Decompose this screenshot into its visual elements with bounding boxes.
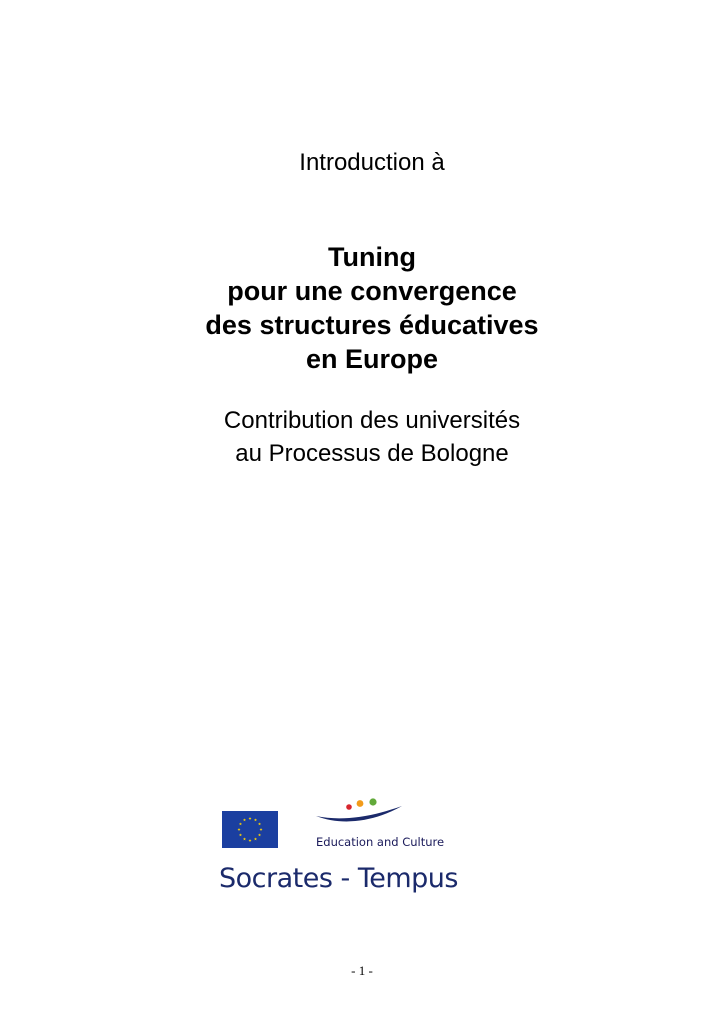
subtitle-line: Contribution des universités xyxy=(223,407,521,434)
programme-name: Socrates - Tempus xyxy=(219,863,458,894)
department-label: Education and Culture xyxy=(316,835,445,849)
document-title xyxy=(0,240,724,376)
subtitle-line: au Processus de Bologne xyxy=(235,440,509,467)
intro-heading: Introduction à xyxy=(299,149,445,176)
title-line: pour une convergence xyxy=(227,276,517,306)
title-line: Tuning xyxy=(328,242,416,272)
title-line: des structures éducatives xyxy=(205,310,539,340)
page-number: - 1 - xyxy=(351,963,373,978)
title-line: en Europe xyxy=(305,344,439,374)
document-subtitle xyxy=(0,404,724,470)
eu-flag-icon xyxy=(222,811,278,848)
education-culture-swoosh-icon xyxy=(312,796,406,828)
